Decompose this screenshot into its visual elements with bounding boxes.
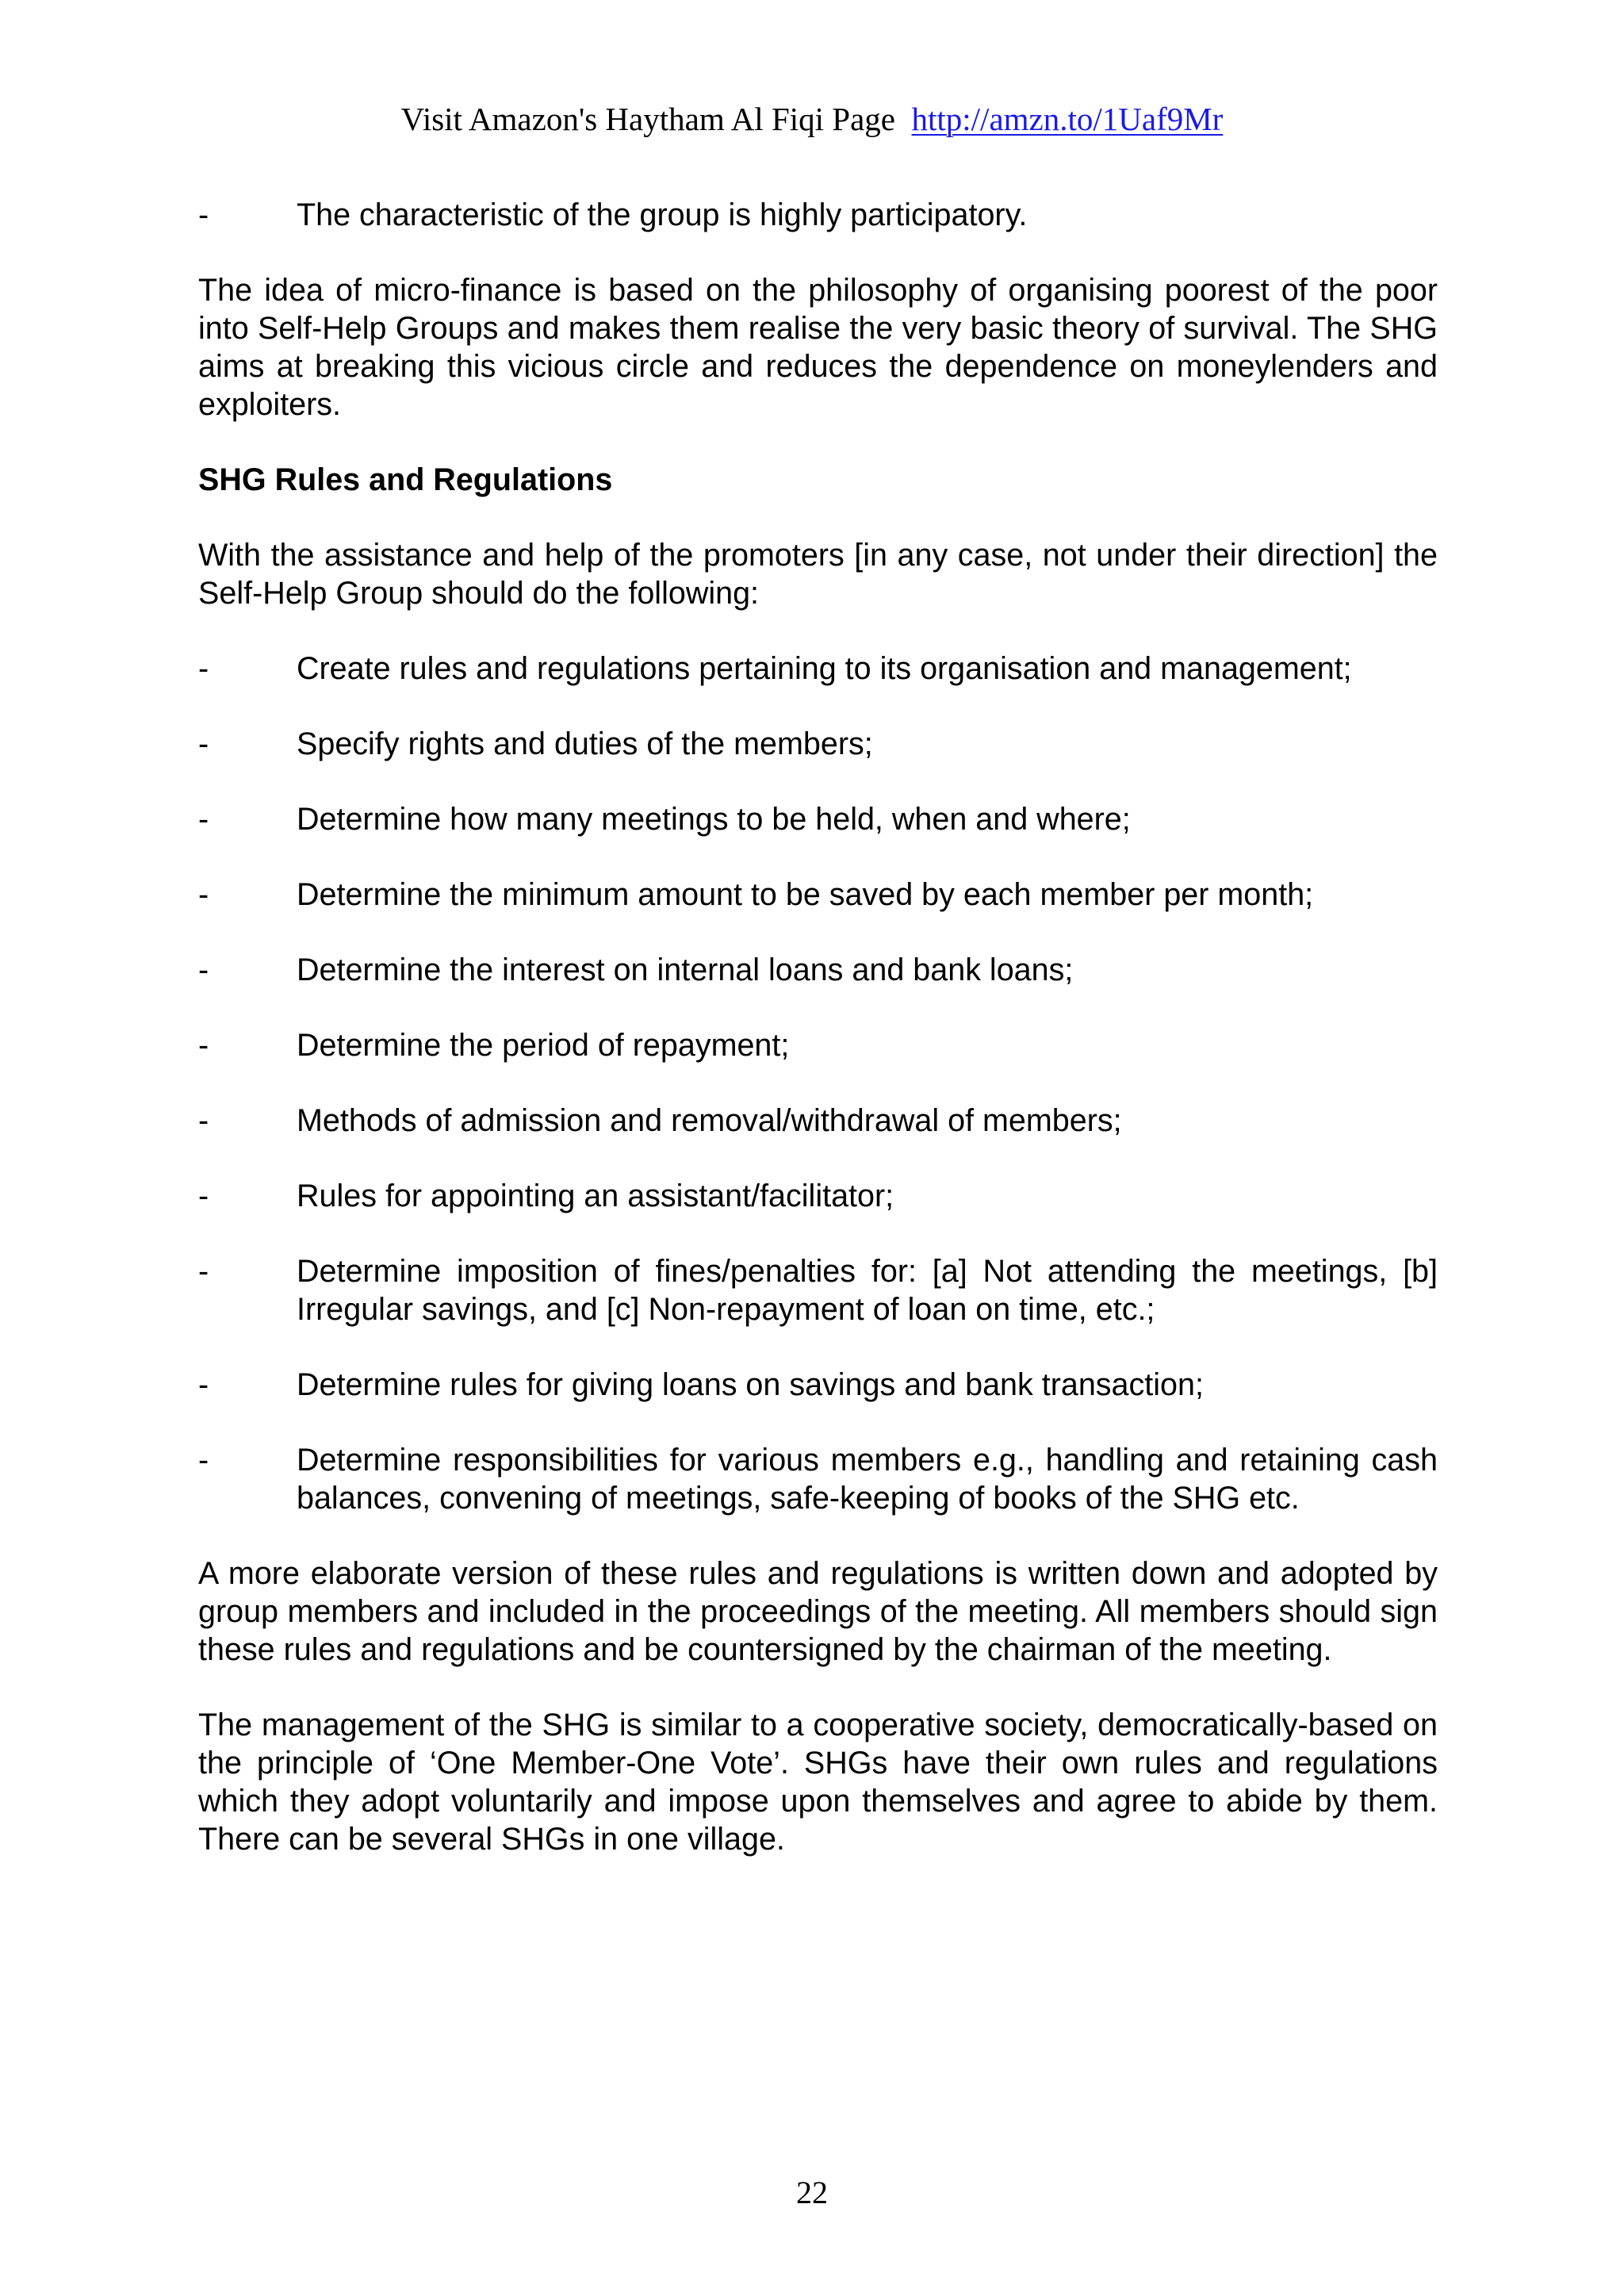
- list-item: [198, 800, 1438, 838]
- page-header: [0, 98, 1624, 140]
- list-item-text: Specify rights and duties of the members;: [297, 726, 873, 761]
- list-item: [198, 1026, 1438, 1064]
- list-item: [198, 725, 1438, 763]
- bullet-marker: -: [198, 953, 209, 987]
- bullet-marker: -: [198, 651, 209, 686]
- bullet-marker: -: [198, 1443, 209, 1478]
- bullet-marker: -: [198, 1103, 209, 1138]
- list-item-text: Rules for appointing an assistant/facilitator;: [297, 1179, 894, 1213]
- list-item: [198, 1102, 1438, 1140]
- list-item: [198, 951, 1438, 989]
- list-item-text: Determine the interest on internal loans and bank loans;: [297, 953, 1074, 987]
- list-item: [198, 876, 1438, 914]
- paragraph-management: The management of the SHG is similar to a cooperative society, democratically-based on the principle of ‘One Member-One Vote’. SHGs have their own rules and regulations which they adopt voluntarily and impose upon themselves and agree to abide by them. There can be several SHGs in one village.: [198, 1708, 1438, 1857]
- bullet-marker: -: [198, 1028, 209, 1063]
- list-item-text: Methods of admission and removal/withdrawal of members;: [297, 1103, 1122, 1138]
- list-item-text: Determine how many meetings to be held, when and where;: [297, 802, 1131, 837]
- intro-bullet: [198, 196, 1438, 234]
- list-item: [198, 1366, 1438, 1404]
- document-body: [198, 196, 1438, 1895]
- bullet-marker: -: [198, 1179, 209, 1213]
- amazon-author-link[interactable]: http://amzn.to/1Uaf9Mr: [911, 101, 1224, 137]
- section-heading: SHG Rules and Regulations: [198, 462, 613, 497]
- intro-bullet-text: The characteristic of the group is highly participatory.: [297, 197, 1028, 232]
- list-item-text: Determine imposition of fines/penalties for: [a] Not attending the meetings, [b] Irregular savings, and [c] Non-repayment of loan on time, etc.;: [297, 1254, 1438, 1327]
- list-item-text: Create rules and regulations pertaining to its organisation and management;: [297, 651, 1352, 686]
- list-item-text: Determine responsibilities for various members e.g., handling and retaining cash balances, convening of meetings, safe-keeping of books of the SHG etc.: [297, 1443, 1438, 1516]
- bullet-marker: -: [198, 1254, 209, 1289]
- bullet-marker: -: [198, 197, 209, 232]
- bullet-marker: -: [198, 726, 209, 761]
- list-item: [198, 1177, 1438, 1215]
- list-item: [198, 1441, 1438, 1517]
- list-item: [198, 1252, 1438, 1328]
- header-text: Visit Amazon's Haytham Al Fiqi Page: [400, 101, 895, 137]
- paragraph-promoters: With the assistance and help of the promoters [in any case, not under their direction] the Self-Help Group should do the following:: [198, 538, 1438, 611]
- list-item-text: Determine the minimum amount to be saved by each member per month;: [297, 877, 1314, 912]
- bullet-marker: -: [198, 877, 209, 912]
- page-number: 22: [796, 2175, 828, 2210]
- bullet-marker: -: [198, 802, 209, 837]
- list-item-text: Determine the period of repayment;: [297, 1028, 790, 1063]
- list-item: [198, 650, 1438, 688]
- paragraph-micro-finance: The idea of micro-finance is based on the philosophy of organising poorest of the poor into Self-Help Groups and makes them realise the very basic theory of survival. The SHG aims at breaking this vicious circle and reduces the dependence on moneylenders and exploiters.: [198, 273, 1438, 422]
- list-item-text: Determine rules for giving loans on savings and bank transaction;: [297, 1367, 1204, 1402]
- paragraph-elaborate-version: A more elaborate version of these rules and regulations is written down and adopted by group members and included in the proceedings of the meeting. All members should sign these rules and regulations and be countersigned by the chairman of the meeting.: [198, 1556, 1438, 1667]
- bullet-marker: -: [198, 1367, 209, 1402]
